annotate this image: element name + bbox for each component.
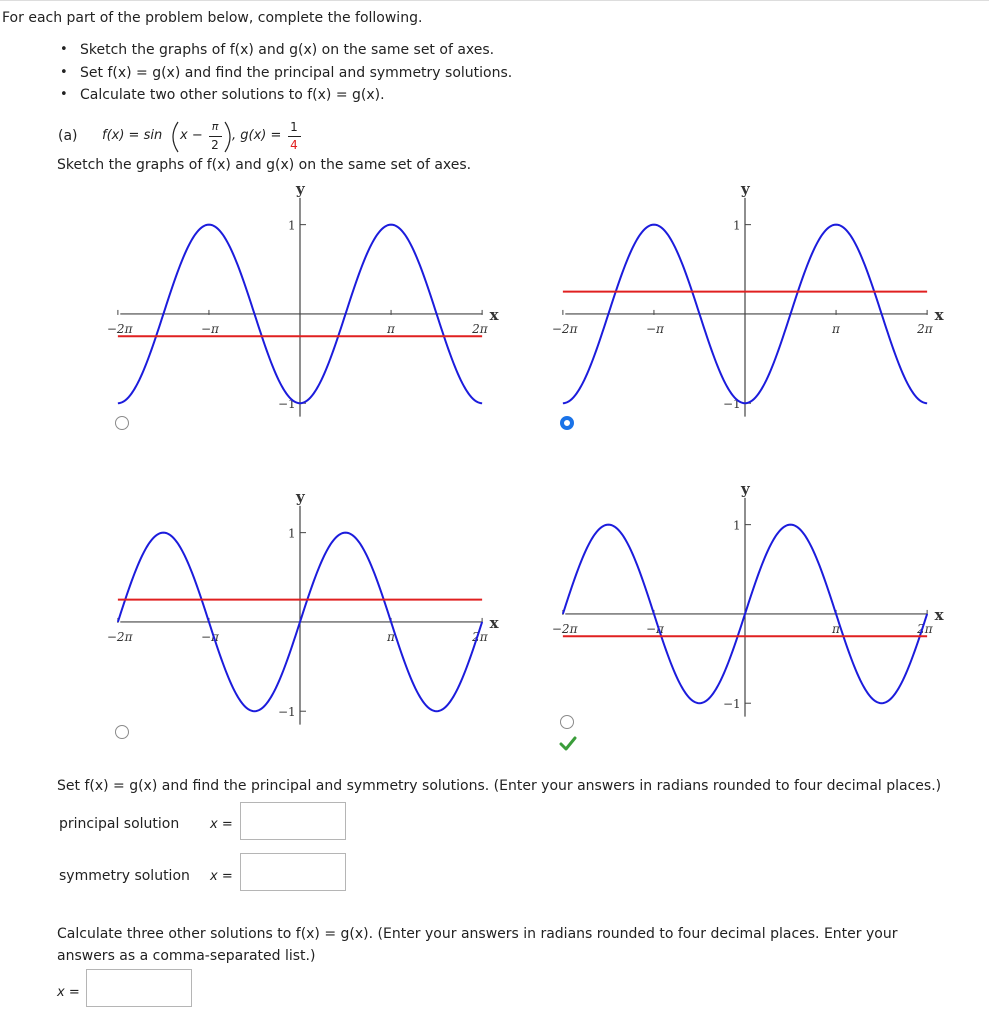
x-tick-label-neg-pi: −π [200, 321, 219, 336]
instruction-item: • Sketch the graphs of f(x) and g(x) on the same set of axes. [80, 40, 512, 63]
x-tick-label-neg-2pi: −2π [551, 321, 578, 336]
graph-option-1[interactable] [100, 180, 500, 430]
x-tick-label-neg-pi: −π [200, 629, 219, 644]
f-definition: f(x) = sin [102, 128, 163, 143]
x-axis-label: x [934, 305, 944, 324]
x-tick-label-neg-pi: −π [645, 621, 664, 636]
y-axis-label: y [741, 179, 750, 198]
g-definition: , g(x) = [232, 128, 282, 143]
sketch-prompt: Sketch the graphs of f(x) and g(x) on the same set of axes. [57, 157, 472, 173]
y-tick-label-1: 1 [288, 526, 296, 541]
x-tick-label-pi: π [387, 629, 395, 644]
left-paren [168, 120, 180, 154]
x-tick-label-2pi: 2π [472, 629, 488, 644]
radio-option-1[interactable] [115, 416, 129, 430]
x-tick-label-neg-2pi: −2π [551, 621, 578, 636]
problem-intro: For each part of the problem below, complete the following. [2, 10, 423, 26]
f-fraction-numerator: π [211, 120, 219, 133]
instruction-item: • Calculate two other solutions to f(x) = g(x). [80, 85, 512, 108]
graph-option-2[interactable] [545, 180, 945, 430]
graph-canvas [545, 180, 945, 430]
graph-option-3[interactable] [100, 488, 500, 738]
x-tick-label-pi: π [832, 621, 840, 636]
x-tick-label-neg-2pi: −2π [106, 629, 133, 644]
symmetry-solution-input[interactable] [240, 853, 346, 891]
solutions-prompt: Set f(x) = g(x) and find the principal and symmetry solutions. (Enter your answers in radians rounded to four decimal places.) [57, 778, 942, 794]
other-solutions-prompt-line1: Calculate three other solutions to f(x) = g(x). (Enter your answers in radians rounded to four decimal places. Enter your [57, 926, 898, 942]
x-tick-label-neg-pi: −π [645, 321, 664, 336]
radio-option-4[interactable] [560, 715, 574, 729]
x-equals-label: x = [210, 869, 233, 884]
graph-canvas [100, 488, 500, 738]
x-tick-label-2pi: 2π [917, 321, 933, 336]
fraction-bar [209, 136, 222, 137]
part-label: (a) [58, 128, 78, 144]
instruction-list [80, 40, 512, 108]
x-tick-label-pi: π [387, 321, 395, 336]
x-tick-label-pi: π [832, 321, 840, 336]
x-tick-label-neg-2pi: −2π [106, 321, 133, 336]
correct-check-icon [559, 735, 577, 753]
y-axis-label: y [296, 487, 305, 506]
y-axis-label: y [296, 179, 305, 198]
instruction-item: • Set f(x) = g(x) and find the principal and symmetry solutions. [80, 63, 512, 86]
symmetry-solution-label: symmetry solution [59, 868, 190, 884]
radio-option-2-selected[interactable] [560, 416, 574, 430]
x-axis-label: x [489, 613, 499, 632]
y-tick-label-neg1: −1 [723, 697, 741, 712]
y-tick-label-neg1: −1 [723, 397, 741, 412]
y-tick-label-1: 1 [288, 218, 296, 233]
principal-solution-input[interactable] [240, 802, 346, 840]
y-tick-label-neg1: −1 [278, 397, 296, 412]
radio-option-3[interactable] [115, 725, 129, 739]
graph-canvas [100, 180, 500, 430]
other-solutions-prompt-line2: answers as a comma-separated list.) [57, 948, 316, 964]
x-axis-label: x [489, 305, 499, 324]
other-solutions-input[interactable] [86, 969, 192, 1007]
y-tick-label-1: 1 [733, 218, 741, 233]
fraction-bar [288, 136, 301, 137]
y-tick-label-1: 1 [733, 518, 741, 533]
g-fraction-numerator: 1 [290, 120, 298, 134]
x-tick-label-2pi: 2π [917, 621, 933, 636]
x-equals-label: x = [210, 817, 233, 832]
top-divider [0, 0, 989, 1]
y-axis-label: y [741, 479, 750, 498]
g-fraction-denominator: 4 [290, 138, 298, 152]
graph-option-4[interactable] [545, 480, 945, 730]
graph-canvas [545, 480, 945, 730]
y-tick-label-neg1: −1 [278, 705, 296, 720]
x-axis-label: x [934, 605, 944, 624]
x-equals-label: x = [57, 985, 80, 1000]
f-inner: x − [180, 128, 203, 143]
x-tick-label-2pi: 2π [472, 321, 488, 336]
principal-solution-label: principal solution [59, 816, 180, 832]
f-fraction-denominator: 2 [211, 138, 219, 152]
